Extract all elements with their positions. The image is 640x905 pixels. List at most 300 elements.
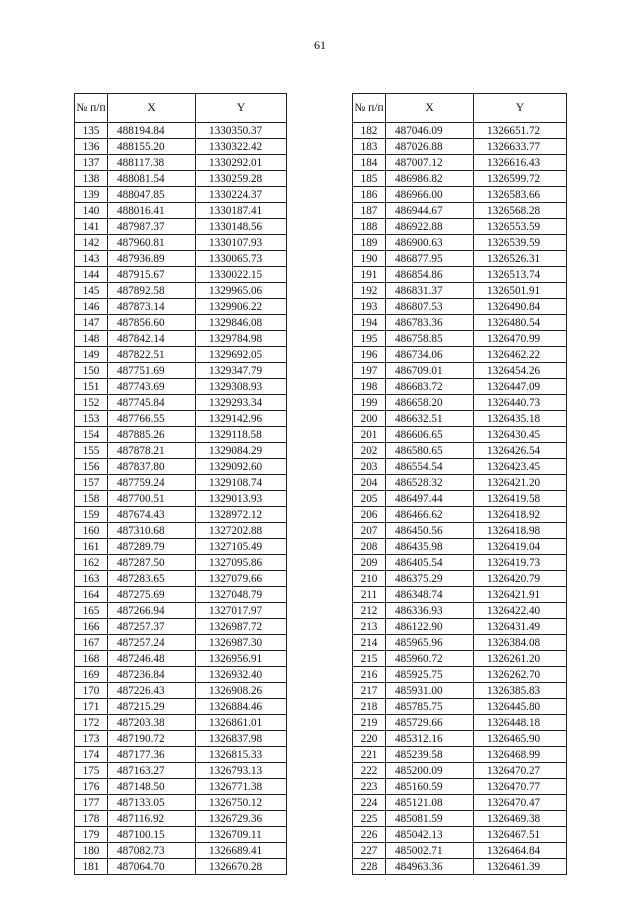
point-number-cell: 206	[353, 507, 386, 523]
x-coordinate-cell: 487960.81	[108, 235, 196, 251]
y-coordinate-cell: 1326651.72	[474, 123, 567, 139]
table-row	[353, 187, 567, 203]
table-row	[353, 251, 567, 267]
point-number-cell: 192	[353, 283, 386, 299]
x-coordinate-cell: 487759.24	[108, 475, 196, 491]
table-row	[75, 651, 287, 667]
point-number-cell: 210	[353, 571, 386, 587]
x-coordinate-cell: 485925.75	[386, 667, 474, 683]
point-number-cell: 170	[75, 683, 108, 699]
x-coordinate-cell: 486466.62	[386, 507, 474, 523]
y-coordinate-cell: 1330259.28	[196, 171, 287, 187]
y-coordinate-cell: 1326837.98	[196, 731, 287, 747]
y-coordinate-cell: 1326470.47	[474, 795, 567, 811]
table-row	[353, 683, 567, 699]
point-number-cell: 159	[75, 507, 108, 523]
table-row	[75, 347, 287, 363]
y-coordinate-cell: 1327095.86	[196, 555, 287, 571]
x-coordinate-cell: 486683.72	[386, 379, 474, 395]
x-coordinate-cell: 487745.84	[108, 395, 196, 411]
table-row	[353, 331, 567, 347]
x-coordinate-cell: 487163.27	[108, 763, 196, 779]
point-number-cell: 154	[75, 427, 108, 443]
y-coordinate-cell: 1329108.74	[196, 475, 287, 491]
table-row	[75, 779, 287, 795]
x-coordinate-cell: 487026.88	[386, 139, 474, 155]
point-number-cell: 225	[353, 811, 386, 827]
point-number-cell: 182	[353, 123, 386, 139]
point-number-cell: 137	[75, 155, 108, 171]
y-coordinate-cell: 1326462.22	[474, 347, 567, 363]
x-coordinate-cell: 487266.94	[108, 603, 196, 619]
x-coordinate-cell: 485042.13	[386, 827, 474, 843]
point-number-cell: 207	[353, 523, 386, 539]
table-row	[353, 235, 567, 251]
x-coordinate-cell: 487987.37	[108, 219, 196, 235]
point-number-cell: 200	[353, 411, 386, 427]
table-row	[75, 203, 287, 219]
point-number-cell: 185	[353, 171, 386, 187]
y-coordinate-cell: 1326568.28	[474, 203, 567, 219]
table-row	[75, 299, 287, 315]
point-number-cell: 155	[75, 443, 108, 459]
point-number-cell: 143	[75, 251, 108, 267]
point-number-cell: 180	[75, 843, 108, 859]
table-row	[353, 539, 567, 555]
x-coordinate-cell: 486783.36	[386, 315, 474, 331]
point-number-cell: 157	[75, 475, 108, 491]
point-number-cell: 179	[75, 827, 108, 843]
point-number-cell: 214	[353, 635, 386, 651]
x-coordinate-cell: 487203.38	[108, 715, 196, 731]
point-number-cell: 220	[353, 731, 386, 747]
point-number-cell: 177	[75, 795, 108, 811]
point-number-cell: 173	[75, 731, 108, 747]
table-row	[75, 619, 287, 635]
header-y: Y	[474, 94, 567, 123]
table-row	[75, 427, 287, 443]
y-coordinate-cell: 1326448.18	[474, 715, 567, 731]
table-row	[353, 779, 567, 795]
table-row	[75, 315, 287, 331]
table-row	[75, 155, 287, 171]
x-coordinate-cell: 485002.71	[386, 843, 474, 859]
table-row	[75, 363, 287, 379]
header-x: X	[386, 94, 474, 123]
table-row	[353, 843, 567, 859]
y-coordinate-cell: 1326419.73	[474, 555, 567, 571]
point-number-cell: 174	[75, 747, 108, 763]
table-row	[353, 411, 567, 427]
point-number-cell: 197	[353, 363, 386, 379]
header-x: X	[108, 94, 196, 123]
table-row	[353, 219, 567, 235]
y-coordinate-cell: 1326599.72	[474, 171, 567, 187]
x-coordinate-cell: 487936.89	[108, 251, 196, 267]
x-coordinate-cell: 486944.67	[386, 203, 474, 219]
y-coordinate-cell: 1330292.01	[196, 155, 287, 171]
x-coordinate-cell: 487842.14	[108, 331, 196, 347]
x-coordinate-cell: 487190.72	[108, 731, 196, 747]
table-row	[75, 699, 287, 715]
table-row	[75, 507, 287, 523]
table-row	[75, 331, 287, 347]
table-row	[353, 763, 567, 779]
y-coordinate-cell: 1326461.39	[474, 859, 567, 875]
table-row	[353, 379, 567, 395]
y-coordinate-cell: 1326633.77	[474, 139, 567, 155]
point-number-cell: 211	[353, 587, 386, 603]
coordinates-table-right	[352, 93, 567, 875]
x-coordinate-cell: 486122.90	[386, 619, 474, 635]
x-coordinate-cell: 487837.80	[108, 459, 196, 475]
point-number-cell: 208	[353, 539, 386, 555]
point-number-cell: 162	[75, 555, 108, 571]
y-coordinate-cell: 1326513.74	[474, 267, 567, 283]
table-row	[75, 267, 287, 283]
y-coordinate-cell: 1326480.54	[474, 315, 567, 331]
y-coordinate-cell: 1326426.54	[474, 443, 567, 459]
y-coordinate-cell: 1326454.26	[474, 363, 567, 379]
point-number-cell: 189	[353, 235, 386, 251]
y-coordinate-cell: 1326908.26	[196, 683, 287, 699]
x-coordinate-cell: 486658.20	[386, 395, 474, 411]
table-row	[75, 443, 287, 459]
x-coordinate-cell: 487743.69	[108, 379, 196, 395]
table-row	[75, 795, 287, 811]
table-row	[353, 747, 567, 763]
point-number-cell: 198	[353, 379, 386, 395]
table-row	[75, 827, 287, 843]
header-number: № п/п	[75, 94, 108, 123]
y-coordinate-cell: 1327017.97	[196, 603, 287, 619]
y-coordinate-cell: 1330107.93	[196, 235, 287, 251]
point-number-cell: 139	[75, 187, 108, 203]
y-coordinate-cell: 1326420.79	[474, 571, 567, 587]
table-row	[75, 603, 287, 619]
table-row	[353, 267, 567, 283]
point-number-cell: 176	[75, 779, 108, 795]
table-row	[353, 571, 567, 587]
x-coordinate-cell: 487283.65	[108, 571, 196, 587]
x-coordinate-cell: 484963.36	[386, 859, 474, 875]
point-number-cell: 156	[75, 459, 108, 475]
table-row	[75, 843, 287, 859]
y-coordinate-cell: 1327079.66	[196, 571, 287, 587]
table-row	[353, 651, 567, 667]
table-row	[353, 171, 567, 187]
y-coordinate-cell: 1326709.11	[196, 827, 287, 843]
table-row	[353, 859, 567, 875]
table-row	[353, 123, 567, 139]
x-coordinate-cell: 488194.84	[108, 123, 196, 139]
x-coordinate-cell: 487892.58	[108, 283, 196, 299]
x-coordinate-cell: 486580.65	[386, 443, 474, 459]
y-coordinate-cell: 1329293.34	[196, 395, 287, 411]
point-number-cell: 183	[353, 139, 386, 155]
point-number-cell: 142	[75, 235, 108, 251]
point-number-cell: 222	[353, 763, 386, 779]
point-number-cell: 166	[75, 619, 108, 635]
x-coordinate-cell: 485931.00	[386, 683, 474, 699]
y-coordinate-cell: 1326423.45	[474, 459, 567, 475]
y-coordinate-cell: 1329118.58	[196, 427, 287, 443]
point-number-cell: 212	[353, 603, 386, 619]
y-coordinate-cell: 1326470.77	[474, 779, 567, 795]
table-header-row	[353, 94, 567, 123]
x-coordinate-cell: 486435.98	[386, 539, 474, 555]
y-coordinate-cell: 1326261.20	[474, 651, 567, 667]
x-coordinate-cell: 486632.51	[386, 411, 474, 427]
table-row	[353, 427, 567, 443]
point-number-cell: 204	[353, 475, 386, 491]
table-row	[75, 859, 287, 875]
table-row	[75, 171, 287, 187]
table-row	[75, 715, 287, 731]
x-coordinate-cell: 487215.29	[108, 699, 196, 715]
point-number-cell: 152	[75, 395, 108, 411]
y-coordinate-cell: 1329142.96	[196, 411, 287, 427]
x-coordinate-cell: 487100.15	[108, 827, 196, 843]
x-coordinate-cell: 485081.59	[386, 811, 474, 827]
x-coordinate-cell: 487116.92	[108, 811, 196, 827]
point-number-cell: 168	[75, 651, 108, 667]
y-coordinate-cell: 1326583.66	[474, 187, 567, 203]
table-row	[75, 747, 287, 763]
y-coordinate-cell: 1326956.91	[196, 651, 287, 667]
table-row	[75, 683, 287, 699]
x-coordinate-cell: 486336.93	[386, 603, 474, 619]
point-number-cell: 193	[353, 299, 386, 315]
table-row	[353, 203, 567, 219]
point-number-cell: 224	[353, 795, 386, 811]
x-coordinate-cell: 487007.12	[386, 155, 474, 171]
table-row	[75, 139, 287, 155]
x-coordinate-cell: 488047.85	[108, 187, 196, 203]
y-coordinate-cell: 1326467.51	[474, 827, 567, 843]
point-number-cell: 136	[75, 139, 108, 155]
y-coordinate-cell: 1329965.06	[196, 283, 287, 299]
table-row	[353, 475, 567, 491]
y-coordinate-cell: 1329092.60	[196, 459, 287, 475]
x-coordinate-cell: 485965.96	[386, 635, 474, 651]
table-row	[75, 731, 287, 747]
x-coordinate-cell: 486734.06	[386, 347, 474, 363]
point-number-cell: 227	[353, 843, 386, 859]
table-row	[353, 715, 567, 731]
x-coordinate-cell: 486807.53	[386, 299, 474, 315]
y-coordinate-cell: 1327202.88	[196, 523, 287, 539]
y-coordinate-cell: 1326435.18	[474, 411, 567, 427]
y-coordinate-cell: 1329906.22	[196, 299, 287, 315]
point-number-cell: 167	[75, 635, 108, 651]
point-number-cell: 202	[353, 443, 386, 459]
table-row	[75, 187, 287, 203]
y-coordinate-cell: 1330322.42	[196, 139, 287, 155]
x-coordinate-cell: 487257.24	[108, 635, 196, 651]
table-row	[75, 379, 287, 395]
x-coordinate-cell: 485200.09	[386, 763, 474, 779]
table-row	[353, 811, 567, 827]
y-coordinate-cell: 1328972.12	[196, 507, 287, 523]
point-number-cell: 171	[75, 699, 108, 715]
table-row	[75, 667, 287, 683]
point-number-cell: 163	[75, 571, 108, 587]
point-number-cell: 205	[353, 491, 386, 507]
table-row	[353, 395, 567, 411]
y-coordinate-cell: 1326422.40	[474, 603, 567, 619]
y-coordinate-cell: 1326421.91	[474, 587, 567, 603]
x-coordinate-cell: 486831.37	[386, 283, 474, 299]
y-coordinate-cell: 1326445.80	[474, 699, 567, 715]
x-coordinate-cell: 488117.38	[108, 155, 196, 171]
x-coordinate-cell: 486966.00	[386, 187, 474, 203]
table-row	[353, 363, 567, 379]
point-number-cell: 188	[353, 219, 386, 235]
point-number-cell: 187	[353, 203, 386, 219]
coordinates-table-left	[74, 93, 287, 875]
y-coordinate-cell: 1329308.93	[196, 379, 287, 395]
point-number-cell: 226	[353, 827, 386, 843]
x-coordinate-cell: 488016.41	[108, 203, 196, 219]
y-coordinate-cell: 1329784.98	[196, 331, 287, 347]
point-number-cell: 223	[353, 779, 386, 795]
table-row	[75, 475, 287, 491]
x-coordinate-cell: 486348.74	[386, 587, 474, 603]
point-number-cell: 181	[75, 859, 108, 875]
x-coordinate-cell: 487148.50	[108, 779, 196, 795]
x-coordinate-cell: 485160.59	[386, 779, 474, 795]
x-coordinate-cell: 487700.51	[108, 491, 196, 507]
x-coordinate-cell: 487822.51	[108, 347, 196, 363]
point-number-cell: 158	[75, 491, 108, 507]
table-row	[353, 155, 567, 171]
y-coordinate-cell: 1326447.09	[474, 379, 567, 395]
y-coordinate-cell: 1326430.45	[474, 427, 567, 443]
table-row	[353, 299, 567, 315]
y-coordinate-cell: 1326469.38	[474, 811, 567, 827]
x-coordinate-cell: 486497.44	[386, 491, 474, 507]
x-coordinate-cell: 485785.75	[386, 699, 474, 715]
y-coordinate-cell: 1326987.72	[196, 619, 287, 635]
point-number-cell: 169	[75, 667, 108, 683]
x-coordinate-cell: 486986.82	[386, 171, 474, 187]
point-number-cell: 219	[353, 715, 386, 731]
table-row	[75, 571, 287, 587]
x-coordinate-cell: 487046.09	[386, 123, 474, 139]
point-number-cell: 221	[353, 747, 386, 763]
y-coordinate-cell: 1326440.73	[474, 395, 567, 411]
point-number-cell: 149	[75, 347, 108, 363]
table-row	[75, 763, 287, 779]
x-coordinate-cell: 486900.63	[386, 235, 474, 251]
y-coordinate-cell: 1326384.08	[474, 635, 567, 651]
x-coordinate-cell: 487082.73	[108, 843, 196, 859]
table-row	[353, 827, 567, 843]
x-coordinate-cell: 487246.48	[108, 651, 196, 667]
y-coordinate-cell: 1326501.91	[474, 283, 567, 299]
y-coordinate-cell: 1329846.08	[196, 315, 287, 331]
x-coordinate-cell: 487226.43	[108, 683, 196, 699]
point-number-cell: 151	[75, 379, 108, 395]
table-row	[75, 459, 287, 475]
table-row	[353, 667, 567, 683]
table-row	[353, 619, 567, 635]
table-row	[75, 555, 287, 571]
table-row	[75, 411, 287, 427]
point-number-cell: 228	[353, 859, 386, 875]
point-number-cell: 184	[353, 155, 386, 171]
x-coordinate-cell: 485729.66	[386, 715, 474, 731]
x-coordinate-cell: 487878.21	[108, 443, 196, 459]
x-coordinate-cell: 486528.32	[386, 475, 474, 491]
table-row	[75, 635, 287, 651]
x-coordinate-cell: 485239.58	[386, 747, 474, 763]
header-number: № п/п	[353, 94, 386, 123]
point-number-cell: 140	[75, 203, 108, 219]
table-row	[353, 795, 567, 811]
y-coordinate-cell: 1326815.33	[196, 747, 287, 763]
page-number: 61	[314, 38, 326, 52]
table-row	[75, 219, 287, 235]
y-coordinate-cell: 1326932.40	[196, 667, 287, 683]
x-coordinate-cell: 487674.43	[108, 507, 196, 523]
table-row	[353, 507, 567, 523]
point-number-cell: 213	[353, 619, 386, 635]
y-coordinate-cell: 1326464.84	[474, 843, 567, 859]
x-coordinate-cell: 487885.26	[108, 427, 196, 443]
table-row	[75, 395, 287, 411]
table-row	[353, 587, 567, 603]
point-number-cell: 135	[75, 123, 108, 139]
y-coordinate-cell: 1326689.41	[196, 843, 287, 859]
y-coordinate-cell: 1326470.99	[474, 331, 567, 347]
x-coordinate-cell: 486709.01	[386, 363, 474, 379]
y-coordinate-cell: 1326729.36	[196, 811, 287, 827]
x-coordinate-cell: 486922.88	[386, 219, 474, 235]
point-number-cell: 199	[353, 395, 386, 411]
y-coordinate-cell: 1326419.58	[474, 491, 567, 507]
y-coordinate-cell: 1326539.59	[474, 235, 567, 251]
x-coordinate-cell: 488081.54	[108, 171, 196, 187]
y-coordinate-cell: 1326670.28	[196, 859, 287, 875]
point-number-cell: 216	[353, 667, 386, 683]
point-number-cell: 141	[75, 219, 108, 235]
table-row	[75, 539, 287, 555]
y-coordinate-cell: 1330350.37	[196, 123, 287, 139]
table-row	[353, 459, 567, 475]
y-coordinate-cell: 1326421.20	[474, 475, 567, 491]
x-coordinate-cell: 488155.20	[108, 139, 196, 155]
y-coordinate-cell: 1329084.29	[196, 443, 287, 459]
point-number-cell: 146	[75, 299, 108, 315]
x-coordinate-cell: 487287.50	[108, 555, 196, 571]
table-row	[353, 635, 567, 651]
x-coordinate-cell: 486405.54	[386, 555, 474, 571]
table-row	[353, 699, 567, 715]
table-row	[353, 315, 567, 331]
y-coordinate-cell: 1330148.56	[196, 219, 287, 235]
table-row	[353, 555, 567, 571]
x-coordinate-cell: 486854.86	[386, 267, 474, 283]
y-coordinate-cell: 1326526.31	[474, 251, 567, 267]
point-number-cell: 165	[75, 603, 108, 619]
point-number-cell: 153	[75, 411, 108, 427]
x-coordinate-cell: 485960.72	[386, 651, 474, 667]
point-number-cell: 150	[75, 363, 108, 379]
table-row	[75, 587, 287, 603]
y-coordinate-cell: 1326418.98	[474, 523, 567, 539]
